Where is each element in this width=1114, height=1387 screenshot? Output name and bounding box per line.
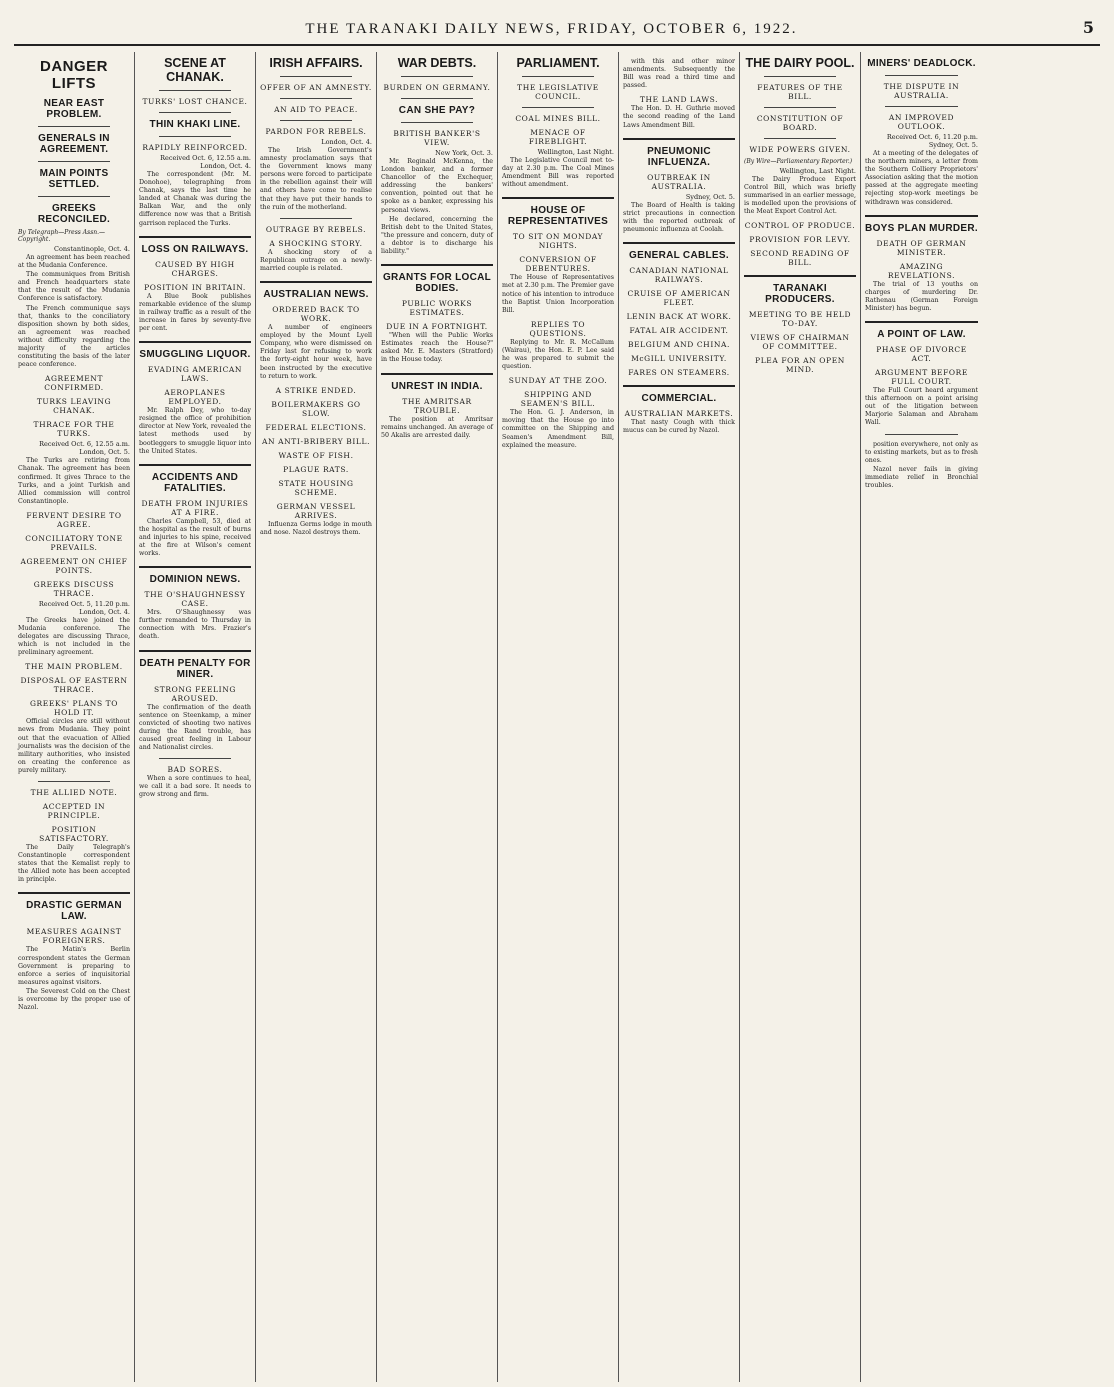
credit-line: (By Wire—Parliamentary Reporter.) bbox=[744, 158, 853, 165]
article-text: Charles Campbell, 53, died at the hospital as the result of burns and injuries to his spine, received at the fire at Wilson's cement works. bbox=[139, 517, 251, 558]
subhead: CANADIAN NATIONAL RAILWAYS. bbox=[629, 266, 729, 285]
article-text: The Irish Government's amnesty proclamation says that the Government knows many persons were forced to participate in the rebellion against their will and others have come to realise that they have put their hands to the ruin of the motherland. bbox=[260, 147, 372, 211]
subhead: OUTRAGE BY REBELS. bbox=[265, 224, 367, 234]
subhead: FEATURES OF THE BILL. bbox=[757, 83, 843, 101]
article-text: A Blue Book publishes remarkable evidence of the slump in railway traffic as a result of the increase in fares by seventy-five per cent. bbox=[139, 292, 251, 333]
article-text: "When will the Public Works Estimates reach the House?" asked Mr. E. Masters (Stratford) in the House today. bbox=[381, 332, 493, 364]
column-1 bbox=[14, 52, 135, 1382]
subhead: BAD SORES. bbox=[167, 765, 223, 775]
dateline: Received Oct. 6, 11.20 p.m. Sydney, Oct. 5. bbox=[886, 133, 978, 149]
dateline: London, Oct. 4. bbox=[321, 138, 372, 146]
subhead: PROVISION FOR LEVY. bbox=[749, 235, 851, 245]
article-text: A number of engineers employed by the Mount Lyell Company, who were dismissed on Friday last for refusing to work the forty-eight hour week, have been instructed by the executive to return to work. bbox=[260, 324, 372, 380]
headline: COMMERCIAL. bbox=[641, 393, 717, 405]
subhead: THE ALLIED NOTE. bbox=[30, 788, 118, 797]
headline: LOSS ON RAILWAYS. bbox=[141, 243, 249, 255]
subhead: TO SIT ON MONDAY NIGHTS. bbox=[512, 232, 604, 251]
headline: GRANTS FOR LOCAL BODIES. bbox=[382, 272, 492, 295]
subhead: PARDON FOR REBELS. bbox=[265, 127, 367, 136]
headline: GENERAL CABLES. bbox=[629, 250, 729, 262]
subhead: GREEKS RECONCILED. bbox=[37, 203, 111, 225]
subhead: EVADING AMERICAN LAWS. bbox=[147, 365, 243, 384]
subhead: CONSTITUTION OF BOARD. bbox=[756, 114, 844, 132]
headline: ACCIDENTS AND FATALITIES. bbox=[151, 471, 239, 494]
subhead: SECOND READING OF BILL. bbox=[750, 249, 850, 268]
subhead: LENIN BACK AT WORK. bbox=[626, 312, 732, 322]
subhead: AN ANTI-BRIBERY BILL. bbox=[261, 436, 371, 446]
subhead: A STRIKE ENDED. bbox=[275, 385, 357, 395]
article-text: The House of Representatives met at 2.30 p.m. The Premier gave notice of his intention to introduce the Baptist Union Incorporation Bill. bbox=[502, 274, 614, 314]
subhead: THRACE FOR THE TURKS. bbox=[33, 420, 115, 439]
article-text: The Matin's Berlin correspondent states the German Government is preparing to enforce a series of inquisitorial measures against visitors. bbox=[18, 946, 130, 986]
subhead: REPLIES TO QUESTIONS. bbox=[529, 319, 587, 338]
subhead: THIN KHAKI LINE. bbox=[149, 119, 241, 130]
subhead: OFFER OF AN AMNESTY. bbox=[260, 83, 372, 92]
subhead: WIDE POWERS GIVEN. bbox=[749, 145, 851, 154]
article-text: The Legislative Council met to-day at 2.30 p.m. The Coal Mines Amendment Bill was reported without amendment. bbox=[502, 157, 614, 189]
subhead: BELGIUM AND CHINA. bbox=[627, 340, 731, 350]
subhead: PUBLIC WORKS ESTIMATES. bbox=[401, 299, 473, 318]
headline: THE DAIRY POOL. bbox=[745, 56, 855, 70]
subhead: ACCEPTED IN PRINCIPLE. bbox=[42, 802, 106, 820]
subhead: CONTROL OF PRODUCE. bbox=[744, 221, 856, 231]
subhead: SUNDAY AT THE ZOO. bbox=[508, 376, 608, 386]
subhead: SHIPPING AND SEAMEN'S BILL. bbox=[520, 390, 596, 409]
subhead: GREEKS' PLANS TO HOLD IT. bbox=[29, 699, 119, 718]
advertisement-text: Influenza Germs lodge in mouth and nose. Nazol destroys them. bbox=[260, 520, 372, 536]
subhead: PLAGUE RATS. bbox=[283, 464, 349, 474]
subhead: ARGUMENT BEFORE FULL COURT. bbox=[875, 368, 968, 387]
headline: DRASTIC GERMAN LAW. bbox=[26, 900, 122, 923]
subhead: McGILL UNIVERSITY. bbox=[631, 354, 727, 364]
masthead bbox=[14, 18, 1100, 46]
subhead: AMAZING REVELATIONS. bbox=[887, 261, 956, 280]
dateline: Constantinople, Oct. 4. bbox=[53, 245, 130, 253]
subhead: CONVERSION OF DEBENTURES. bbox=[519, 255, 597, 274]
article-text: Replying to Mr. R. McCallum (Wairau), the Hon. E. P. Lee said he was prepared to submit the question. bbox=[502, 338, 614, 371]
subhead: AEROPLANES EMPLOYED. bbox=[164, 388, 226, 407]
advertisement-text: That nasty Cough with thick mucus can be cured by Nazol. bbox=[623, 419, 735, 435]
subhead: OUTBREAK IN AUSTRALIA. bbox=[647, 172, 711, 191]
subhead: AUSTRALIAN MARKETS. bbox=[624, 409, 734, 419]
subhead: WASTE OF FISH. bbox=[278, 450, 354, 460]
advertisement-text: Nazol never fails in giving immediate relief in Bronchial troubles. bbox=[865, 465, 978, 489]
subhead: THE O'SHAUGHNESSY CASE. bbox=[144, 590, 246, 609]
subhead: PLEA FOR AN OPEN MIND. bbox=[755, 356, 845, 375]
subhead: AN AID TO PEACE. bbox=[274, 105, 358, 114]
article-text: The position at Amritsar remains unchanged. An average of 50 Akalis are arrested daily. bbox=[381, 415, 493, 439]
headline: IRISH AFFAIRS. bbox=[269, 56, 363, 70]
subhead: GREEKS DISCUSS THRACE. bbox=[33, 579, 115, 598]
credit-line: By Telegraph—Press Assn.—Copyright. bbox=[18, 229, 106, 243]
headline: TARANAKI PRODUCERS. bbox=[765, 283, 835, 306]
column-5 bbox=[498, 52, 619, 1382]
subhead: AN IMPROVED OUTLOOK. bbox=[888, 113, 955, 131]
article-text: Mrs. O'Shaughnessy was further remanded to Thursday in connection with Mrs. Frazier's death. bbox=[139, 609, 251, 641]
subhead: THE LAND LAWS. bbox=[639, 95, 719, 105]
headline: HOUSE OF REPRESENTATIVES bbox=[507, 205, 609, 228]
subhead: PHASE OF DIVORCE ACT. bbox=[876, 345, 967, 364]
article-text: The Daily Telegraph's Constantinople correspondent states that the Kemalist reply to the Allied note has been accepted in principle. bbox=[18, 844, 130, 884]
subhead: DISPOSAL OF EASTERN THRACE. bbox=[20, 676, 128, 695]
headline: PNEUMONIC INFLUENZA. bbox=[647, 145, 711, 168]
article-text: The confirmation of the death sentence on Steenkamp, a miner convicted of shooting two natives during the Rand trouble, has caused great feeling in Labour and Nationalist circles. bbox=[139, 703, 251, 751]
article-text: position everywhere, not only as to existing markets, but as to fresh ones. bbox=[865, 440, 978, 464]
article-text: When a sore continues to heal, we call it a bad sore. It needs to grow strong and firm. bbox=[139, 775, 251, 799]
subhead: FERVENT DESIRE TO AGREE. bbox=[26, 510, 122, 529]
column-7 bbox=[740, 52, 861, 1382]
subhead: BRITISH BANKER'S VIEW. bbox=[393, 129, 481, 147]
article-text: An agreement has been reached at the Mudania Conference. bbox=[18, 254, 130, 270]
article-text: The trial of 13 youths on charges of murdering Dr. Rathenau (German Foreign Minister) has begun. bbox=[865, 280, 978, 312]
article-text: with this and other minor amendments. Subsequently the Bill was read a third time and passed. bbox=[623, 58, 735, 90]
subhead: TURKS' LOST CHANCE. bbox=[142, 97, 248, 106]
article-text: Mr. Ralph Dey, who to-day resigned the office of prohibition director at New York, revealed the latest methods used by bootleggers to smuggle liquor into the United States. bbox=[139, 407, 251, 455]
subhead: THE LEGISLATIVE COUNCIL. bbox=[517, 83, 599, 101]
subhead: GENERALS IN AGREEMENT. bbox=[38, 133, 110, 155]
article-text: The correspondent (Mr. M. Donohoe), telegraphing from Chanak, says the last time he landed at Chanak was during the Balkan War, and the only difference now was that a British garrison replaced the Turks. bbox=[139, 171, 251, 227]
subhead: VIEWS OF CHAIRMAN OF COMMITTEE. bbox=[750, 333, 850, 352]
subhead: CAN SHE PAY? bbox=[398, 105, 476, 116]
column-8 bbox=[861, 52, 982, 1382]
article-text: The Board of Health is taking strict precautions in connection with the reported outbreak of pneumonic influenza at Coolah. bbox=[623, 201, 735, 233]
subhead: TURKS LEAVING CHANAK. bbox=[36, 397, 112, 416]
article-text: The Full Court heard argument this afternoon on a point arising out of the litigation between Marjorie Salaman and Abraham Wall. bbox=[865, 387, 978, 427]
subhead: THE AMRITSAR TROUBLE. bbox=[402, 396, 472, 415]
subhead: MENACE OF FIREBLIGHT. bbox=[528, 128, 588, 146]
subhead: BOILERMAKERS GO SLOW. bbox=[271, 399, 361, 418]
subhead: ORDERED BACK TO WORK. bbox=[272, 305, 360, 324]
headline: DOMINION NEWS. bbox=[149, 574, 241, 586]
subhead: AGREEMENT CONFIRMED. bbox=[44, 374, 104, 393]
article-text: The Hon. D. H. Guthrie moved the second reading of the Land Laws Amendment Bill. bbox=[623, 105, 735, 129]
subhead: DUE IN A FORTNIGHT. bbox=[386, 322, 488, 332]
dateline: Received Oct. 5, 11.20 p.m. London, Oct. 4. bbox=[38, 599, 130, 616]
dateline: Wellington, Last Night. bbox=[537, 148, 614, 156]
subhead: CAUSED BY HIGH CHARGES. bbox=[155, 259, 235, 278]
subhead: DEATH OF GERMAN MINISTER. bbox=[876, 238, 967, 257]
headline: WAR DEBTS. bbox=[397, 56, 477, 70]
article-text: The Dairy Produce Export Control Bill, which was briefly summarised in an earlier message, is modelled upon the provisions of the Meat Export Control Act. bbox=[744, 176, 856, 216]
subhead: NEAR EAST PROBLEM. bbox=[43, 98, 105, 120]
article-text: The communiques from British and French headquarters state that the result of the Mudania Conference is satisfactory. bbox=[18, 271, 130, 303]
article-text: The Greeks have joined the Mudania conference. The delegates are discussing Thrace, which is not included in the preliminary agreement. bbox=[18, 616, 130, 657]
advertisement-text: The Severest Cold on the Chest is overcome by the proper use of Nazol. bbox=[18, 987, 130, 1012]
headline: A POINT OF LAW. bbox=[877, 329, 966, 341]
article-text: At a meeting of the delegates of the northern miners, a letter from the Southern Colliery Proprietors' Association asking that the motion passed at the aggregate meeting rejecting stop-work meetings be withdrawn was considered. bbox=[865, 150, 978, 206]
headline: DEATH PENALTY FOR MINER. bbox=[139, 657, 251, 680]
headline: MINERS' DEADLOCK. bbox=[867, 58, 976, 69]
subhead: BURDEN ON GERMANY. bbox=[383, 83, 491, 92]
article-text: The French communique says that, thanks to the conciliatory disposition shown by both sides, an agreement was reached without difficulty regarding the majority of the articles constituting the basis of the later peace conference. bbox=[18, 304, 130, 369]
subhead: THE DISPUTE IN AUSTRALIA. bbox=[883, 82, 960, 100]
columns bbox=[14, 52, 1100, 1382]
column-4 bbox=[377, 52, 498, 1382]
article-text: A shocking story of a Republican outrage on a newly-married couple is related. bbox=[260, 248, 372, 272]
headline: SMUGGLING LIQUOR. bbox=[139, 349, 251, 361]
article-text: The Turks are retiring from Chanak. The agreement has been confirmed. It gives Thrace to the Turks, and a joint Turkish and Allied commission will control Constantinople. bbox=[18, 457, 130, 505]
masthead-title: THE TARANAKI DAILY NEWS, FRIDAY, OCTOBER 6, 1922. bbox=[305, 21, 798, 37]
page-number: 5 bbox=[1082, 18, 1094, 37]
article-text: He declared, concerning the British debt to the United States, "the pressure and concern, duty of a debtor is to discharge his liability." bbox=[381, 215, 493, 256]
article-text: Mr. Reginald McKenna, the London banker, and a former Chancellor of the Exchequer, addressing the bankers' convention, pointed out that he spoke as a banker, expressing his personal views. bbox=[381, 158, 493, 214]
headline: PARLIAMENT. bbox=[516, 56, 600, 70]
subhead: GERMAN VESSEL ARRIVES. bbox=[276, 501, 356, 520]
dateline: New York, Oct. 3. bbox=[435, 149, 493, 157]
article-text: Official circles are still without news from Mudania. They point out that the evacuation of Allied journalists was the decision of the military authorities, who insisted on creating the conference as purely military. bbox=[18, 718, 130, 774]
subhead: CONCILIATORY TONE PREVAILS. bbox=[25, 533, 123, 552]
headline: DANGER LIFTS bbox=[39, 58, 108, 92]
headline: BOYS PLAN MURDER. bbox=[865, 222, 978, 234]
dateline: Sydney, Oct. 5. bbox=[685, 192, 735, 201]
subhead: STRONG FEELING AROUSED. bbox=[154, 684, 236, 703]
subhead: POSITION IN BRITAIN. bbox=[144, 282, 246, 292]
subhead: A SHOCKING STORY. bbox=[269, 238, 363, 248]
dateline: Received Oct. 6, 12.55 a.m. London, Oct. 4. bbox=[160, 154, 251, 170]
subhead: MEASURES AGAINST FOREIGNERS. bbox=[26, 927, 122, 946]
subhead: DEATH FROM INJURIES AT A FIRE. bbox=[141, 498, 249, 517]
subhead: POSITION SATISFACTORY. bbox=[39, 825, 109, 843]
dateline: Wellington, Last Night. bbox=[779, 167, 856, 175]
subhead: COAL MINES BILL. bbox=[515, 114, 601, 123]
subhead: FARES ON STEAMERS. bbox=[628, 368, 730, 378]
headline: UNREST IN INDIA. bbox=[391, 380, 483, 392]
column-2 bbox=[135, 52, 256, 1382]
article-text: The Hon. G. J. Anderson, in moving that the House go into committee on the Shipping and Seamen's Amendment Bill, explained the measure. bbox=[502, 409, 614, 449]
subhead: FEDERAL ELECTIONS. bbox=[265, 422, 367, 432]
subhead: RAPIDLY REINFORCED. bbox=[142, 143, 248, 152]
dateline: Received Oct. 6, 12.55 a.m. London, Oct. 5. bbox=[39, 440, 130, 457]
subhead: MEETING TO BE HELD TO-DAY. bbox=[748, 310, 852, 329]
subhead: THE MAIN PROBLEM. bbox=[25, 662, 123, 672]
headline: AUSTRALIAN NEWS. bbox=[263, 289, 369, 301]
column-6 bbox=[619, 52, 740, 1382]
column-3 bbox=[256, 52, 377, 1382]
subhead: CRUISE OF AMERICAN FLEET. bbox=[627, 289, 731, 308]
subhead: MAIN POINTS SETTLED. bbox=[39, 168, 109, 190]
subhead: AGREEMENT ON CHIEF POINTS. bbox=[20, 556, 128, 575]
subhead: STATE HOUSING SCHEME. bbox=[278, 478, 354, 497]
headline: SCENE AT CHANAK. bbox=[164, 56, 226, 84]
subhead: FATAL AIR ACCIDENT. bbox=[629, 326, 729, 336]
